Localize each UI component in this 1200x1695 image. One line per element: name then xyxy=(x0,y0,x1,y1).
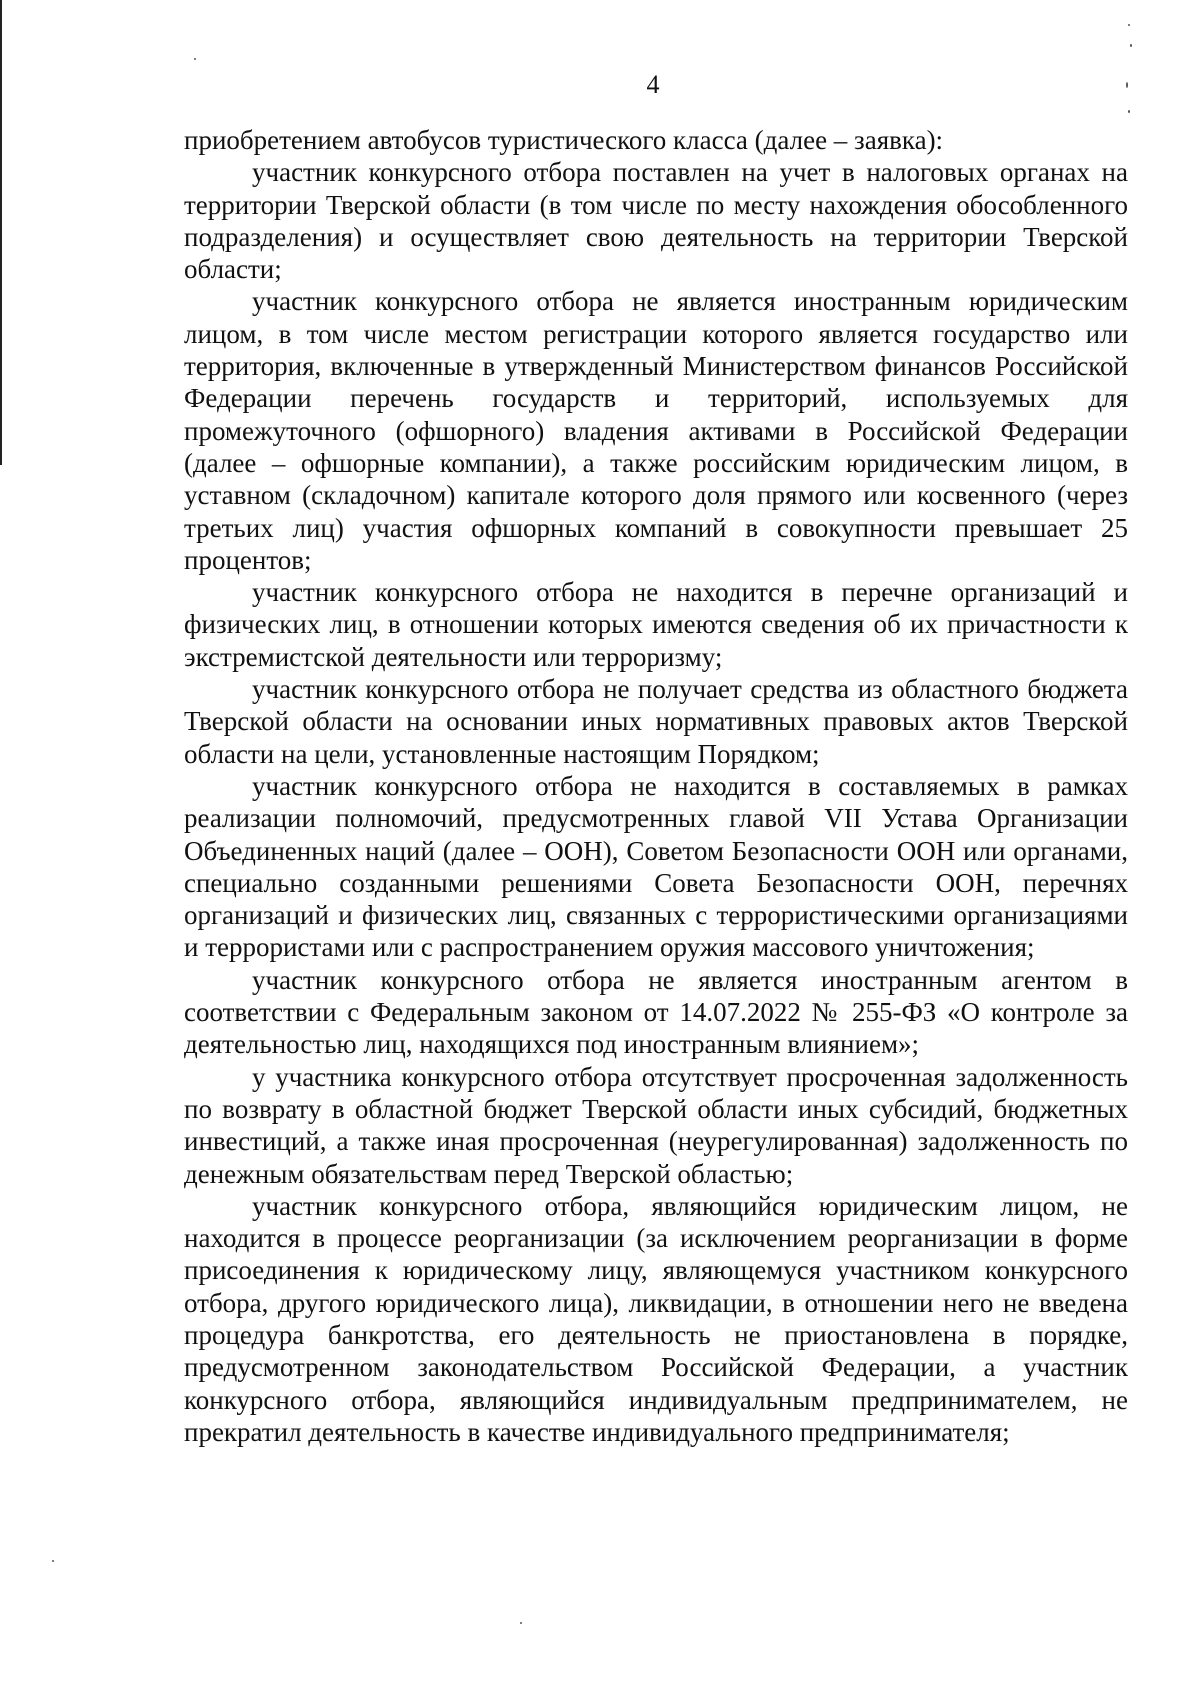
scan-speck xyxy=(1128,24,1130,26)
scan-speck xyxy=(1128,110,1130,113)
paragraph-offshore: участник конкурсного отбора не является иностранным юридическим лицом, в том числе местом регистрации которого является государство или территория, включенные в утвержденный Министерством финансов Российской Федерации перечень государств и территорий, используемых для промежуточного (офшорного) владения активами в Российской Федерации (далее – офшорные компании), а также российским юридическим лицом, в уставном (складочном) капитале которого доля прямого или косвенного (через третьих лиц) участия офшорных компаний в совокупности превышает 25 процентов; xyxy=(184,286,1128,575)
paragraph-budget-funds: участник конкурсного отбора не получает средства из областного бюджета Тверской области на основании иных нормативных правовых актов Тверской области на цели, установленные настоящим Порядком; xyxy=(184,674,1128,769)
paragraph-un-lists: участник конкурсного отбора не находится в составляемых в рамках реализации полномочий, предусмотренных главой VII Устава Организации Объединенных наций (далее – ООН), Советом Безопасности ООН или органами, специально созданными решениями Совета Безопасности ООН, перечнях организаций и физических лиц, связанных с террористическими организациями и террористами или с распространением оружия массового уничтожения; xyxy=(184,770,1128,963)
paragraph-continuation: приобретением автобусов туристического класса (далее – заявка): xyxy=(184,125,944,155)
paragraph-reorganization: участник конкурсного отбора, являющийся юридическим лицом, не находится в процессе реорганизации (за исключением реорганизации в форме присоединения к юридическому лицу, являющемуся участником конкурсного отбора, другого юридического лица), ликвидации, в отношении него не введена процедура банкротства, его деятельность не приостановлена в порядке, предусмотренном законодательством Российской Федерации, а участник конкурсного отбора, являющийся индивидуальным предпринимателем, не прекратил деятельность в качестве индивидуального предпринимателя; xyxy=(184,1190,1128,1447)
paragraph-foreign-agent: участник конкурсного отбора не является иностранным агентом в соответствии с Федеральным законом от 14.07.2022 № 255-ФЗ «О контроле за деятельностью лиц, находящихся под иностранным влиянием»; xyxy=(184,964,1128,1060)
paragraph-debt: у участника конкурсного отбора отсутствует просроченная задолженность по возврату в областной бюджет Тверской области иных субсидий, бюджетных инвестиций, а также иная просроченная (неурегулированная) задолженность по денежным обязательствам перед Тверской областью; xyxy=(184,1061,1128,1189)
paragraph-extremism: участник конкурсного отбора не находится в перечне организаций и физических лиц, в отношении которых имеются сведения об их причастности к экстремистской деятельности или терроризму; xyxy=(184,577,1128,672)
page-number: 4 xyxy=(646,70,660,99)
paragraph-tax-registration: участник конкурсного отбора поставлен на учет в налоговых органах на территории Тверской области (в том числе по месту нахождения обособленного подразделения) и осуществляет свою деятельность на территории Тверской области; xyxy=(184,157,1128,285)
document-body xyxy=(184,124,1128,1448)
scan-speck xyxy=(194,58,196,60)
scan-speck xyxy=(1130,44,1132,47)
scan-speck xyxy=(52,1560,54,1562)
scan-speck xyxy=(520,1622,522,1624)
